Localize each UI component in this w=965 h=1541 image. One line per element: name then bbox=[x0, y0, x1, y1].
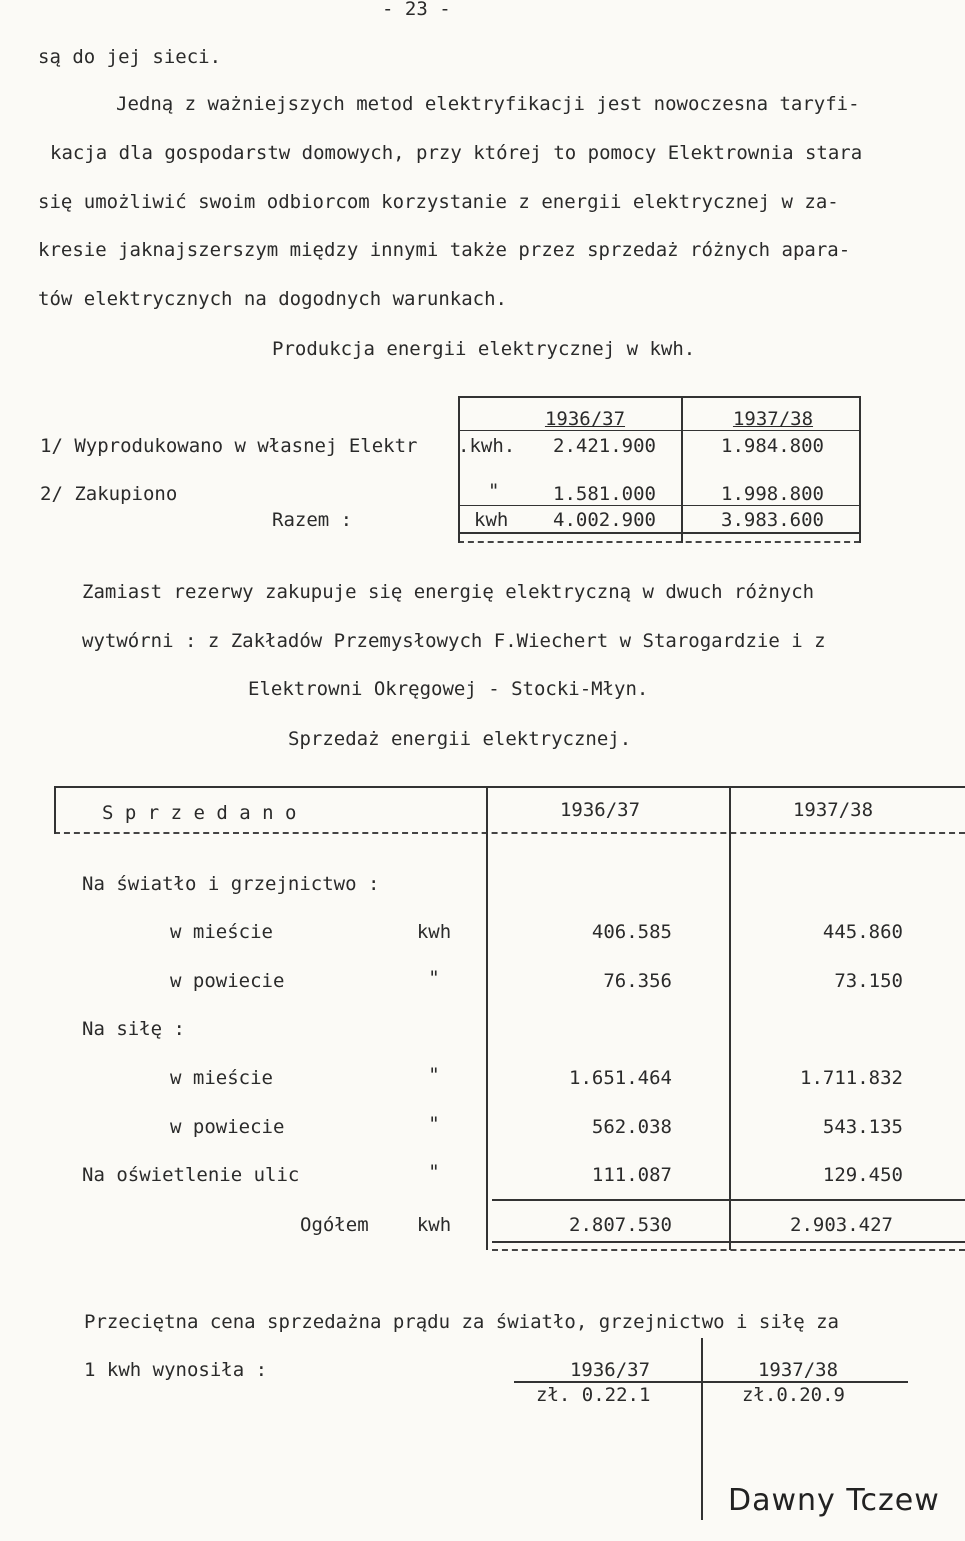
price-value-1: zł. 0.22.1 bbox=[536, 1384, 651, 1406]
sales-header-label: S p r z e d a n o bbox=[102, 802, 297, 824]
production-year-1: 1936/37 bbox=[544, 408, 626, 430]
paragraph-line-4: się umożliwić swoim odbiorcom korzystanie z energii elektrycznej w za- bbox=[38, 191, 839, 213]
sales-total-value-1: 2.807.530 bbox=[569, 1214, 672, 1236]
sales-row-unit: " bbox=[428, 967, 440, 989]
sales-row-value-1: 76.356 bbox=[603, 970, 672, 992]
sales-row-value-2: 543.135 bbox=[822, 1116, 903, 1138]
sales-total-value-2: 2.903.427 bbox=[790, 1214, 893, 1236]
sales-title: Sprzedaż energii elektrycznej. bbox=[288, 728, 632, 750]
price-value-2: zł.0.20.9 bbox=[742, 1384, 845, 1406]
paragraph-line-5: kresie jaknajszerszym między innymi także przez sprzedaż różnych apara- bbox=[38, 239, 851, 261]
sales-total-label: Ogółem bbox=[300, 1214, 369, 1236]
paragraph-line-2: Jedną z ważniejszych metod elektryfikacji jest nowoczesna taryfi- bbox=[116, 93, 860, 115]
sales-row-label: Na siłę : bbox=[82, 1018, 185, 1040]
sales-header-year-2: 1937/38 bbox=[792, 799, 874, 821]
production-total-value-1: 4.002.900 bbox=[553, 509, 656, 531]
sales-header-year-1: 1936/37 bbox=[559, 799, 641, 821]
production-row-2-label: 2/ Zakupiono bbox=[40, 483, 178, 505]
sales-row-value-1: 1.651.464 bbox=[569, 1067, 672, 1089]
watermark: Dawny Tczew bbox=[728, 1483, 940, 1518]
sales-total-unit: kwh bbox=[416, 1214, 452, 1236]
sales-row-value-1: 111.087 bbox=[591, 1164, 672, 1186]
sales-row-unit: " bbox=[428, 1064, 440, 1086]
sales-row-value-1: 562.038 bbox=[591, 1116, 672, 1138]
reserve-line-2: wytwórni : z Zakładów Przemysłowych F.Wiechert w Starogardzie i z bbox=[82, 630, 826, 652]
production-title: Produkcja energii elektrycznej w kwh. bbox=[272, 338, 696, 360]
production-row-2-value-2: 1.998.800 bbox=[721, 483, 824, 505]
production-row-1-unit: .kwh. bbox=[458, 435, 516, 457]
sales-row-label: Na światło i grzejnictwo : bbox=[82, 873, 380, 895]
sales-row-label: w powiecie bbox=[170, 1116, 285, 1138]
sales-row-unit: " bbox=[428, 1161, 440, 1183]
paragraph-line-1: są do jej sieci. bbox=[38, 46, 222, 68]
production-total-unit: kwh bbox=[474, 509, 509, 531]
production-total-label: Razem : bbox=[272, 509, 353, 531]
sales-row-value-2: 129.450 bbox=[822, 1164, 903, 1186]
production-row-1-value-1: 2.421.900 bbox=[553, 435, 656, 457]
reserve-line-3: Elektrowni Okręgowej - Stocki-Młyn. bbox=[248, 678, 649, 700]
production-row-2-unit: " bbox=[488, 480, 500, 502]
production-row-1-label: 1/ Wyprodukowano w własnej Elektr bbox=[40, 435, 418, 457]
paragraph-line-6: tów elektrycznych na dogodnych warunkach. bbox=[38, 288, 507, 310]
sales-row-label: w powiecie bbox=[170, 970, 285, 992]
page-number: - 23 - bbox=[382, 0, 451, 20]
price-year-1: 1936/37 bbox=[569, 1359, 651, 1381]
sales-row-unit: " bbox=[428, 1113, 440, 1135]
paragraph-line-3: kacja dla gospodarstw domowych, przy której to pomocy Elektrownia stara bbox=[50, 142, 863, 164]
sales-row-label: w mieście bbox=[170, 1067, 273, 1089]
sales-row-unit: kwh bbox=[416, 921, 452, 943]
sales-row-value-2: 73.150 bbox=[834, 970, 903, 992]
reserve-line-1: Zamiast rezerwy zakupuje się energię elektryczną w dwuch różnych bbox=[82, 581, 815, 603]
production-year-2: 1937/38 bbox=[732, 408, 814, 430]
production-row-2-value-1: 1.581.000 bbox=[553, 483, 656, 505]
price-year-2: 1937/38 bbox=[757, 1359, 839, 1381]
price-line-1: Przeciętna cena sprzedażna prądu za światło, grzejnictwo i siłę za bbox=[84, 1311, 839, 1333]
production-row-1-value-2: 1.984.800 bbox=[721, 435, 824, 457]
production-total-value-2: 3.983.600 bbox=[721, 509, 824, 531]
sales-row-label: Na oświetlenie ulic bbox=[82, 1164, 300, 1186]
sales-row-value-2: 1.711.832 bbox=[800, 1067, 903, 1089]
sales-row-value-2: 445.860 bbox=[822, 921, 903, 943]
sales-row-label: w mieście bbox=[170, 921, 273, 943]
sales-row-value-1: 406.585 bbox=[591, 921, 672, 943]
price-line-2: 1 kwh wynosiła : bbox=[84, 1359, 268, 1381]
